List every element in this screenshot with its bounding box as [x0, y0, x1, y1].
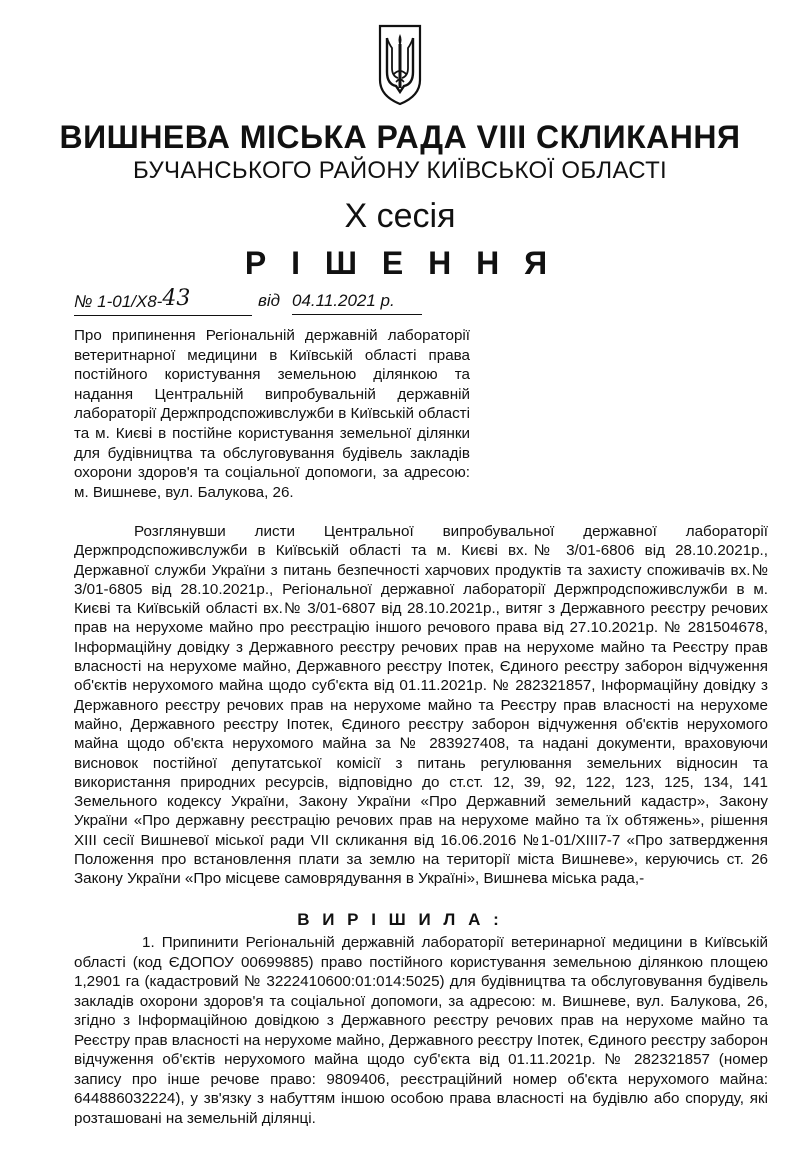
date-label: від	[258, 291, 281, 310]
decision-number	[74, 288, 252, 316]
council-name: ВИШНЕВА МІСЬКА РАДА VIII СКЛИКАННЯ	[59, 119, 741, 155]
resolved-heading: В И Р І Ш И Л А :	[297, 910, 503, 929]
decision-number-line	[74, 288, 474, 314]
trident-emblem	[374, 22, 426, 108]
decision-number-prefix: № 1-01/Х8-	[74, 292, 163, 311]
session-title: Х сесія	[344, 197, 456, 235]
decision-date: 04.11.2021 р.	[292, 288, 422, 315]
preamble-paragraph: Розглянувши листи Центральної випробувальної державної лабораторії Держпродспоживслужби в Київській області та м. Києві вх.№ 3/01-6806 від 28.10.2021р., Державної служби України з питань безпечності харчових продуктів та захисту споживачів вх.№ 3/01-6805 від 28.10.2021р., Регіональної державної лабораторії Держпродспоживслужби в м. Києві та Київській області вх.№ 3/01-6807 від 28.10.2021р., витяг з Державного реєстру речових прав на нерухоме майно про реєстрацію іншого речового права від 27.10.2021р. № 281504678, Інформаційну довідку з Державного реєстру речових прав на нерухоме майно та Реєстру прав власності на нерухоме майно, Державного реєстру Іпотек, Єдиного реєстру заборон відчуження об'єктів нерухомого майна щодо суб'єкта від 01.11.2021р. № 282321857, Інформаційну довідку з Державного реєстру речових прав на нерухоме майно та Реєстру прав власності на нерухоме майно, Державного реєстру Іпотек, Єдиного реєстру заборон відчуження об'єктів нерухомого майна щодо об'єкта нерухомого майна за № 283927408, та надані документи, враховуючи висновок постійної депутатської комісії з питань регулювання земельних відносин та використання природних ресурсів, відповідно до ст.ст. 12, 39, 92, 122, 123, 125, 134, 141 Земельного кодексу України, Закону України «Про Державний земельний кадастр», Закону України «Про державну реєстрацію речових прав на нерухоме майно та їх обтяжень», рішення ХІІІ сесії Вишневої міської ради VII скликання від 16.06.2016 №1-01/XIII7-7 «Про затвердження Положення про встановлення плати за землю на території міста Вишневе», керуючись ст. 26 Закону України «Про місцеве самоврядування в Україні», Вишнева міська рада,-	[74, 523, 768, 888]
decision-item: 1. Припинити Регіональній державній лабораторії ветеринарної медицини в Київській області (код ЄДОПОУ 00699885) право постійного користування земельною ділянкою площею 1,2901 га (кадастровий № 3222410600:01:014:5025) для будівництва та обслуговування будівель закладів охорони здоров'я та соціальної допомоги, за адресою: м. Вишневе, вул. Балукова, 26, згідно з Інформаційною довідкою з Державного реєстру речових прав на нерухоме майно та Реєстру прав власності на нерухоме майно, Державного реєстру Іпотек, Єдиного реєстру заборон відчуження об'єктів нерухомого майна щодо суб'єкта від 01.11.2021р. № 282321857 (номер запису про інше речове право: 9809406, реєстраційний номер об'єкта нерухомого майна: 644886032224), у зв'язку з набуттям іншою особою права власності на будівлю або споруду, які розташовані на земельній ділянці.	[74, 934, 768, 1127]
district-name: БУЧАНСЬКОГО РАЙОНУ КИЇВСЬКОЇ ОБЛАСТІ	[132, 157, 668, 184]
decision-number-handwritten: 43	[162, 286, 191, 311]
decision-subject: Про припинення Регіональній державній лабораторії ветеритнарної медицини в Київській області права постійного користування земельною ділянкою та надання Центральній випробувальній державній лабораторії Держпродспоживслужби в Київській області та м. Києві в постійне користування земельної ділянки для будівництва та обслуговування будівель закладів охорони здоров'я та соціальної допомоги, за адресою: м. Вишневе, вул. Балукова, 26.	[74, 327, 470, 501]
document-type: Р І Ш Е Н Н Я	[244, 245, 556, 281]
